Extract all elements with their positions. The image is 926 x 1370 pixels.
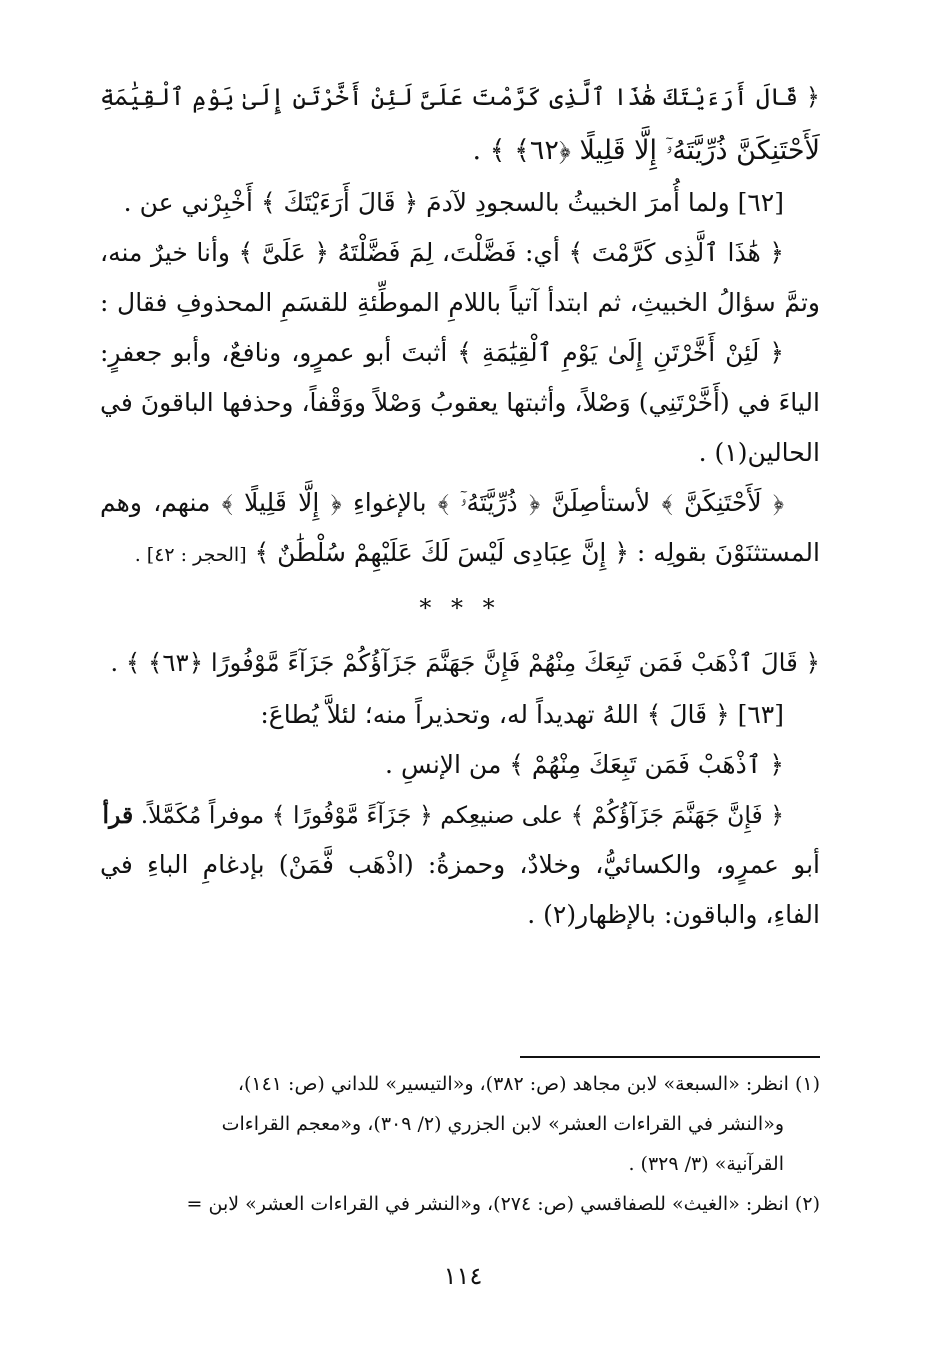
page-number: ١١٤ — [443, 1262, 483, 1290]
commentary-62-line-2: ﴿ هَٰذَا ٱلَّذِى كَرَّمْتَ ﴾ أي: فَضَّلْتَ، لِمَ فَضَّلْتَهُ ﴿ عَلَىَّ ﴾ وأنا خيرٌ منه، — [100, 238, 784, 267]
commentary-63-line-1: [٦٣] ﴿ قَالَ ﴾ اللهُ تهديداً له، وتحذيراً منه؛ لئلاَّ يُطاعَ: — [260, 700, 784, 729]
main-text — [100, 70, 820, 940]
commentary-63-text: ﴿ فَإِنَّ جَهَنَّمَ جَزَآؤُكُمْ ﴾ على صنيعِكم ﴿ جَزَآءً مَّوْفُورًا ﴾ موفراً مُكَمَّلاً. — [140, 801, 784, 829]
commentary-62-line-6: الحالين(١) . — [698, 438, 820, 467]
commentary-63-line-3 — [100, 790, 820, 840]
commentary-63-line-4: أبو عمرٍو، والكسائيُّ، وخلادٌ، وحمزةُ: (اذْهَب فَّمَنْ) بإدغامِ الباءِ في — [100, 850, 820, 879]
commentary-62-line-1: [٦٢] ولما أُمرَ الخبيثُ بالسجودِ لآدمَ ﴿ قَالَ أَرَءَيْتَكَ ﴾ أَخْبِرْني عن . — [123, 188, 784, 217]
commentary-63-line-2: ﴿ ٱذْهَبْ فَمَن تَبِعَكَ مِنْهُمْ ﴾ من الإنسِ . — [385, 750, 784, 779]
surah-reference: [الحجر : ٤٢] . — [134, 544, 247, 566]
bold-keyword: قرأ — [102, 801, 134, 829]
footnote-2-line-1: (٢) انظر: «الغيث» للصفاقسي (ص: ٢٧٤)، و«النشر في القراءات العشر» لابن = — [186, 1193, 820, 1215]
verse-62-line-1: ﴿ قَالَ أَرَءَيْتَكَ هَٰذَا ٱلَّذِى كَرَّمْتَ عَلَىَّ لَئِنْ أَخَّرْتَنِ إِلَىٰ يَوْمِ ٱلْقِيَٰمَةِ — [100, 83, 820, 111]
verse-63: ﴿ قَالَ ٱذْهَبْ فَمَن تَبِعَكَ مِنْهُمْ فَإِنَّ جَهَنَّمَ جَزَآؤُكُمْ جَزَآءً مَّوْفُورًا ﴿٦٣﴾ ﴾ . — [110, 648, 820, 677]
verse-62-line-2: لَأَحْتَنِكَنَّ ذُرِّيَّتَهُۥٓ إِلَّا قَلِيلًا ﴿٦٢﴾ ﴾ . — [472, 135, 820, 166]
commentary-62-line-3: وتمَّ سؤالُ الخبيثِ، ثم ابتدأ آتياً باللامِ الموطِّئةِ للقسَمِ المحذوفِ فقال : — [100, 288, 820, 317]
section-separator: * * * — [419, 594, 501, 622]
footnotes — [100, 1064, 820, 1224]
footnote-1-line-3: القرآنية» (٣/ ٣٢٩) . — [628, 1153, 784, 1175]
commentary-63-line-5: الفاءِ، والباقون: بالإظهار(٢) . — [527, 900, 820, 929]
commentary-62-line-5: الياءَ في (أَخَّرْتَنِي) وَصْلاً، وأثبتها يعقوبُ وَصْلاً ووَقْفاً، وحذفها الباقونَ في — [100, 388, 820, 417]
commentary-62-line-7: ﴿ لَأَحْتَنِكَنَّ ﴾ لأستأصِلَنَّ ﴿ ذُرِّيَّتَهُۥٓ ﴾ بالإغواءِ ﴿ إِلَّا قَلِيلًا ﴾ منهم، وهم — [100, 488, 784, 517]
footnote-divider — [520, 1056, 820, 1058]
quoted-verse: المستثنَوْنَ بقولِه : ﴿ إِنَّ عِبَادِى لَيْسَ لَكَ عَلَيْهِمْ سُلْطَٰنٌ ﴾ — [254, 538, 820, 567]
commentary-62-line-8 — [100, 528, 820, 580]
footnote-1-line-2: و«النشر في القراءات العشر» لابن الجزري (٢/ ٣٠٩)، و«معجم القراءات — [221, 1113, 784, 1135]
commentary-62-line-4: ﴿ لَئِنْ أَخَّرْتَنِ إِلَىٰ يَوْمِ ٱلْقِيَٰمَةِ ﴾ أثبتَ أبو عمرٍو، ونافعٌ، وأبو جعفرٍ: — [100, 338, 784, 367]
footnote-1-line-1: (١) انظر: «السبعة» لابن مجاهد (ص: ٣٨٢)، و«التيسير» للداني (ص: ١٤١)، — [237, 1073, 820, 1095]
